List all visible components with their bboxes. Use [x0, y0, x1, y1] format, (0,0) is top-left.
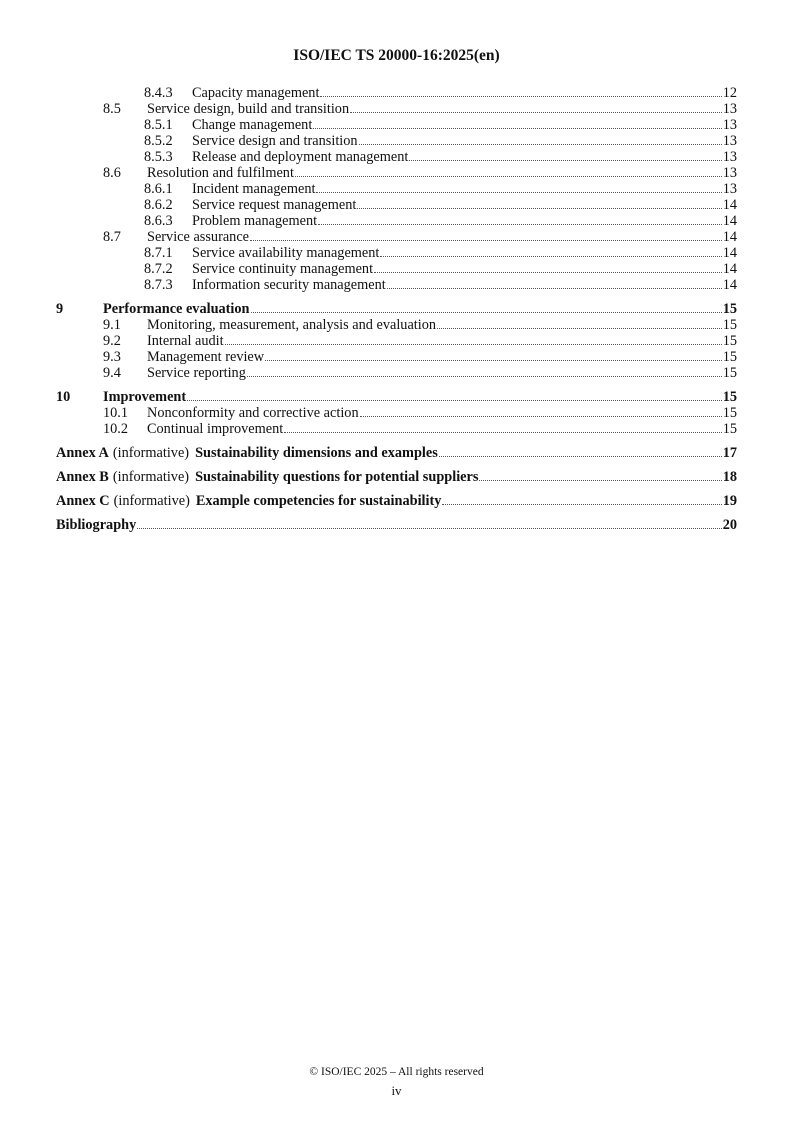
toc-entry[interactable]: [0, 277, 793, 293]
toc-entry-qualifier: (informative): [112, 469, 190, 485]
toc-entry[interactable]: [0, 133, 793, 149]
toc-entry-page: 17: [722, 445, 737, 461]
toc-entry-number: 8.5.2: [144, 133, 173, 149]
toc-entry-line[interactable]: [192, 181, 737, 197]
toc-entry-line[interactable]: [56, 469, 737, 485]
toc-entry-page: 13: [722, 133, 737, 149]
toc-entry-number: 9.4: [103, 365, 121, 381]
dot-leader: [357, 197, 721, 209]
toc-entry-page: 14: [722, 197, 737, 213]
toc-entry[interactable]: [0, 317, 793, 333]
toc-entry-line[interactable]: [147, 317, 737, 333]
toc-entry-page: 13: [722, 149, 737, 165]
toc-entry-title[interactable]: Monitoring, measurement, analysis and evaluation: [147, 317, 437, 333]
toc-entry-page: 13: [722, 101, 737, 117]
toc-entry-page: 13: [722, 165, 737, 181]
toc-entry[interactable]: [0, 85, 793, 101]
toc-entry-page: 15: [722, 421, 737, 437]
toc-entry-number: 8.7: [103, 229, 121, 245]
toc-entry-line[interactable]: [147, 229, 737, 245]
toc-entry-title[interactable]: Service continuity management: [192, 261, 374, 277]
toc-entry-page: 19: [722, 493, 737, 509]
toc-entry-line[interactable]: [192, 149, 737, 165]
toc-entry-line[interactable]: [147, 349, 737, 365]
toc-entry-page: 15: [722, 365, 737, 381]
toc-entry-title[interactable]: Service assurance: [147, 229, 250, 245]
toc-entry-page: 14: [722, 277, 737, 293]
toc-entry-page: 20: [722, 517, 737, 533]
toc-entry-title[interactable]: Change management: [192, 117, 313, 133]
toc-entry-number: 8.5.3: [144, 149, 173, 165]
toc-entry-title[interactable]: Information security management: [192, 277, 386, 293]
toc-entry[interactable]: [0, 421, 793, 437]
toc-entry-page: 13: [722, 181, 737, 197]
dot-leader: [316, 181, 721, 193]
toc-entry-page: 15: [722, 301, 737, 317]
toc-entry-line[interactable]: [56, 493, 737, 509]
toc-entry-line[interactable]: [192, 213, 737, 229]
toc-entry[interactable]: [0, 389, 793, 405]
dot-leader: [409, 149, 721, 161]
toc-entry-title[interactable]: Example competencies for sustainability: [195, 493, 442, 509]
toc-entry-title[interactable]: Service design and transition: [192, 133, 358, 149]
dot-leader: [284, 421, 722, 433]
toc-entry-number: 9.3: [103, 349, 121, 365]
dot-leader: [374, 261, 722, 273]
toc-entry-number[interactable]: Annex A: [56, 445, 109, 461]
toc-entry-page: 14: [722, 245, 737, 261]
dot-leader: [320, 85, 721, 97]
toc-entry-page: 14: [722, 261, 737, 277]
toc-entry-title[interactable]: Service request management: [192, 197, 357, 213]
toc-entry[interactable]: [0, 493, 793, 509]
toc-entry-line[interactable]: [192, 261, 737, 277]
toc-entry-line[interactable]: [147, 165, 737, 181]
toc-entry[interactable]: [0, 181, 793, 197]
toc-entry[interactable]: [0, 213, 793, 229]
dot-leader: [318, 213, 722, 225]
toc-entry-line[interactable]: [56, 445, 737, 461]
toc-entry-line[interactable]: [103, 301, 737, 317]
toc-entry-title[interactable]: Nonconformity and corrective action: [147, 405, 359, 421]
toc-entry-title[interactable]: Incident management: [192, 181, 316, 197]
toc-entry[interactable]: [0, 349, 793, 365]
toc-entry-page: 15: [722, 349, 737, 365]
toc-entry-title[interactable]: Management review: [147, 349, 265, 365]
copyright-notice: © ISO/IEC 2025 – All rights reserved: [309, 1066, 484, 1078]
toc-entry-line[interactable]: [147, 333, 737, 349]
toc-entry-number: 8.5.1: [144, 117, 173, 133]
toc-entry-number: 8.6: [103, 165, 121, 181]
toc-entry[interactable]: [0, 445, 793, 461]
toc-entry-title[interactable]: Service reporting: [147, 365, 246, 381]
toc-entry-page: 15: [722, 389, 737, 405]
toc-entry[interactable]: [0, 365, 793, 381]
toc-entry-line[interactable]: [192, 133, 737, 149]
toc-entry[interactable]: [0, 301, 793, 317]
dot-leader: [439, 445, 722, 457]
toc-entry-line[interactable]: [192, 85, 737, 101]
toc-entry-title[interactable]: Performance evaluation: [103, 301, 250, 317]
table-of-contents: [0, 85, 793, 533]
toc-entry-number[interactable]: Annex C: [56, 493, 110, 509]
toc-entry-qualifier: (informative): [112, 445, 190, 461]
toc-entry-page: 15: [722, 333, 737, 349]
toc-entry-title[interactable]: Resolution and fulfilment: [147, 165, 294, 181]
toc-entry[interactable]: [0, 165, 793, 181]
dot-leader: [295, 165, 722, 177]
toc-entry-line[interactable]: [147, 421, 737, 437]
toc-entry-line[interactable]: [147, 405, 737, 421]
toc-entry-qualifier: (informative): [113, 493, 190, 509]
toc-entry[interactable]: [0, 101, 793, 117]
toc-entry-number: 8.7.1: [144, 245, 173, 261]
toc-entry-title[interactable]: Release and deployment management: [192, 149, 409, 165]
dot-leader: [442, 493, 721, 505]
dot-leader: [350, 101, 722, 113]
toc-entry-number: 8.5: [103, 101, 121, 117]
toc-entry[interactable]: [0, 197, 793, 213]
toc-entry-title[interactable]: Service availability management: [192, 245, 380, 261]
dot-leader: [265, 349, 722, 361]
toc-entry-title[interactable]: Continual improvement: [147, 421, 284, 437]
toc-entry-line[interactable]: [192, 277, 737, 293]
toc-entry-number: 10.1: [103, 405, 129, 421]
dot-leader: [137, 517, 721, 529]
toc-entry-page: 14: [722, 229, 737, 245]
toc-entry-number: 10: [56, 389, 71, 405]
page-number: iv: [391, 1083, 402, 1098]
toc-entry-line[interactable]: [56, 517, 737, 533]
toc-entry-title[interactable]: Sustainability dimensions and examples: [195, 445, 438, 461]
toc-entry-number: 8.6.3: [144, 213, 173, 229]
toc-entry-number: 9.2: [103, 333, 121, 349]
toc-entry-number: 8.6.2: [144, 197, 173, 213]
toc-entry[interactable]: [0, 149, 793, 165]
toc-entry-title[interactable]: Sustainability questions for potential suppliers: [195, 469, 479, 485]
toc-entry-number: 8.4.3: [144, 85, 173, 101]
toc-entry-number: 8.6.1: [144, 181, 173, 197]
toc-entry-line[interactable]: [103, 389, 737, 405]
toc-entry[interactable]: [0, 229, 793, 245]
dot-leader: [247, 365, 722, 377]
toc-entry-page: 18: [722, 469, 737, 485]
toc-entry-number[interactable]: Bibliography: [56, 517, 137, 533]
toc-entry-line[interactable]: [192, 245, 737, 261]
toc-entry-number[interactable]: Annex B: [56, 469, 109, 485]
toc-entry-page: 12: [722, 85, 737, 101]
toc-entry-number: 9: [56, 301, 64, 317]
dot-leader: [251, 301, 722, 313]
toc-entry[interactable]: [0, 245, 793, 261]
document-header-title: ISO/IEC TS 20000-16:2025(en): [293, 47, 500, 64]
dot-leader: [359, 133, 722, 145]
dot-leader: [479, 469, 721, 481]
toc-entry-line[interactable]: [192, 197, 737, 213]
dot-leader: [437, 317, 722, 329]
toc-entry[interactable]: [0, 517, 793, 533]
toc-entry-title[interactable]: Internal audit: [147, 333, 224, 349]
dot-leader: [225, 333, 722, 345]
toc-entry[interactable]: [0, 261, 793, 277]
toc-entry[interactable]: [0, 405, 793, 421]
dot-leader: [387, 277, 722, 289]
dot-leader: [187, 389, 722, 401]
toc-entry-page: 13: [722, 117, 737, 133]
toc-entry-number: 8.7.3: [144, 277, 173, 293]
toc-entry-page: 15: [722, 405, 737, 421]
dot-leader: [360, 405, 722, 417]
toc-entry-title[interactable]: Improvement: [103, 389, 187, 405]
dot-leader: [250, 229, 722, 241]
toc-entry-line[interactable]: [147, 101, 737, 117]
toc-entry-title[interactable]: Problem management: [192, 213, 318, 229]
toc-entry[interactable]: [0, 117, 793, 133]
toc-entry-line[interactable]: [192, 117, 737, 133]
dot-leader: [313, 117, 721, 129]
dot-leader: [380, 245, 721, 257]
toc-entry[interactable]: [0, 333, 793, 349]
toc-entry-number: 10.2: [103, 421, 129, 437]
toc-entry-page: 15: [722, 317, 737, 333]
toc-entry-line[interactable]: [147, 365, 737, 381]
toc-entry-number: 8.7.2: [144, 261, 173, 277]
toc-entry-title[interactable]: Service design, build and transition: [147, 101, 350, 117]
toc-entry-title[interactable]: Capacity management: [192, 85, 320, 101]
toc-entry[interactable]: [0, 469, 793, 485]
toc-entry-number: 9.1: [103, 317, 121, 333]
toc-entry-page: 14: [722, 213, 737, 229]
